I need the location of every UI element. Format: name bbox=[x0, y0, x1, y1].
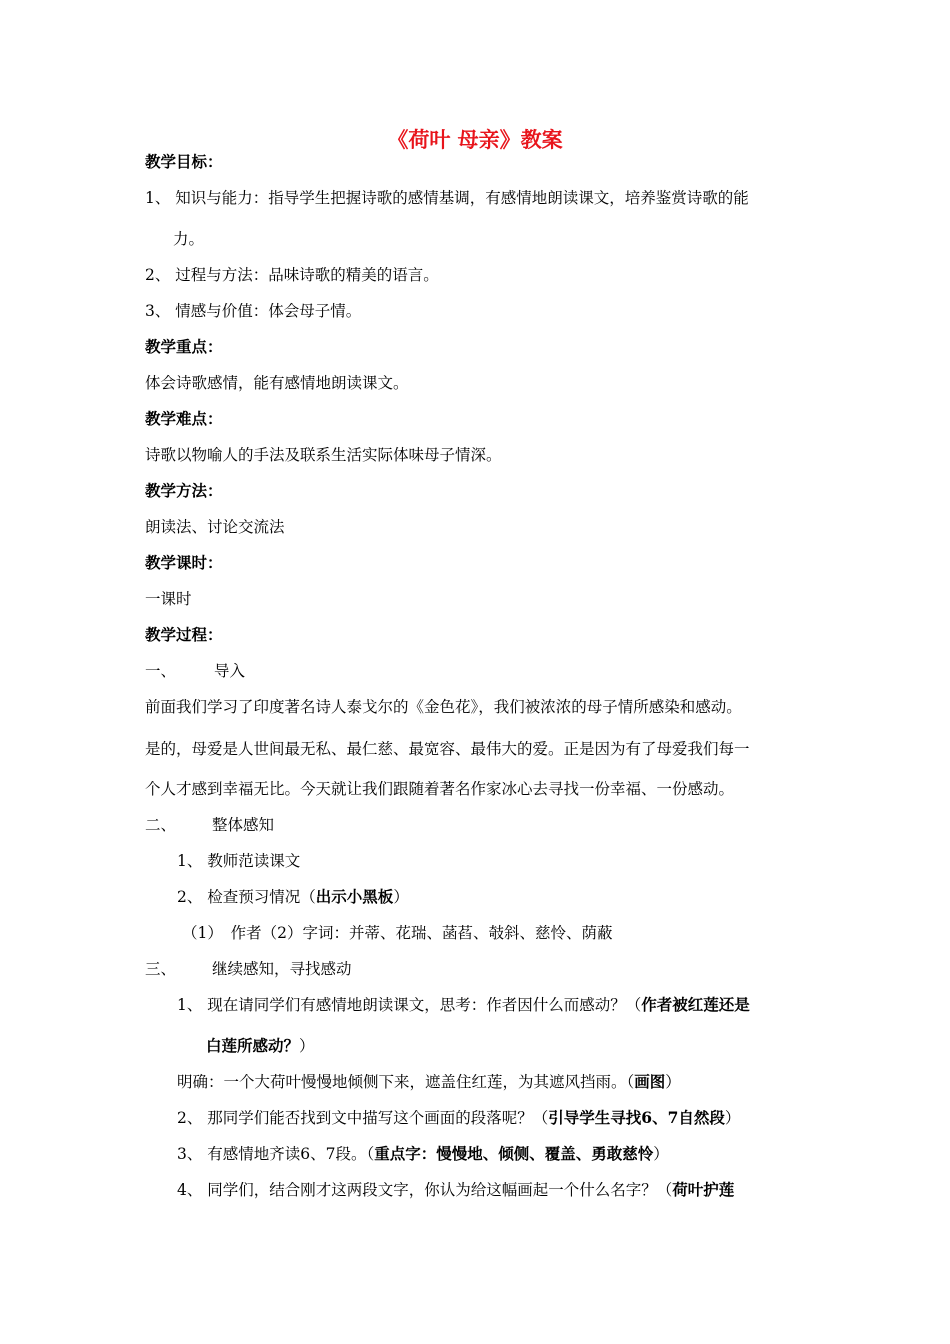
section-3-number: 三、 bbox=[145, 960, 177, 978]
hours-heading: 教学课时： bbox=[145, 553, 223, 572]
section-3-item-1-bold: 作者被红莲还是 bbox=[641, 995, 750, 1014]
difficulty-heading: 教学难点： bbox=[145, 409, 223, 428]
section-1-title: 导入 bbox=[214, 662, 246, 680]
section-3-item-2-end: ） bbox=[724, 1109, 741, 1127]
section-3-item-2-text: 2、 那同学们能否找到文中描写这个画面的段落呢？（ bbox=[177, 1109, 549, 1127]
section-3-item-3-text: 3、 有感情地齐读6、7段。（ bbox=[177, 1145, 375, 1163]
section-3-item-2-bold: 引导学生寻找6、7自然段 bbox=[548, 1108, 725, 1127]
section-3-item-1-line-b bbox=[206, 1036, 315, 1056]
section-3-clarify bbox=[177, 1072, 681, 1092]
intro-line-2: 是的，母爱是人世间最无私、最仁慈、最宽容、最伟大的爱。正是因为有了母爱我们每一 bbox=[145, 740, 750, 758]
key-text: 体会诗歌感情，能有感情地朗读课文。 bbox=[145, 374, 409, 392]
goal-2: 2、 过程与方法：品味诗歌的精美的语言。 bbox=[145, 266, 439, 284]
section-3-item-1-text: 1、 现在请同学们有感情地朗读课文，思考：作者因什么而感动？（ bbox=[177, 996, 642, 1014]
section-3-clarify-end: ） bbox=[665, 1073, 681, 1091]
section-2-item-2-text: 2、 检查预习情况（ bbox=[177, 888, 316, 906]
difficulty-text: 诗歌以物喻人的手法及联系生活实际体味母子情深。 bbox=[145, 446, 502, 464]
section-3-item-3 bbox=[177, 1144, 669, 1164]
section-3-item-1-end: ） bbox=[299, 1037, 315, 1055]
section-3-item-4 bbox=[177, 1180, 734, 1200]
section-2-item-2 bbox=[177, 887, 409, 907]
section-1-number: 一、 bbox=[145, 662, 177, 680]
key-heading: 教学重点： bbox=[145, 337, 223, 356]
method-heading: 教学方法： bbox=[145, 481, 223, 500]
section-3-clarify-text: 明确：一个大荷叶慢慢地倾侧下来，遮盖住红莲，为其遮风挡雨。（ bbox=[177, 1073, 635, 1091]
intro-line-3: 个人才感到幸福无比。今天就让我们跟随着著名作家冰心去寻找一份幸福、一份感动。 bbox=[145, 780, 735, 798]
section-3-item-2 bbox=[177, 1108, 740, 1128]
goal-1-line-b: 力。 bbox=[173, 230, 205, 248]
section-3-item-3-bold: 重点字：慢慢地、倾侧、覆盖、勇敢慈怜 bbox=[374, 1144, 654, 1163]
section-3-item-4-text: 4、 同学们，结合刚才这两段文字，你认为给这幅画起一个什么名字？（ bbox=[177, 1181, 673, 1199]
process-heading: 教学过程： bbox=[145, 625, 223, 644]
section-3-title: 继续感知，寻找感动 bbox=[212, 960, 352, 978]
hours-text: 一课时 bbox=[145, 590, 192, 608]
section-3-clarify-bold: 画图 bbox=[634, 1072, 666, 1091]
section-3-item-1-bold-b: 白莲所感动？ bbox=[206, 1036, 300, 1055]
section-2-title: 整体感知 bbox=[212, 816, 275, 834]
section-2-item-2-end: ） bbox=[393, 888, 409, 906]
goal-1-line-a: 1、 知识与能力：指导学生把握诗歌的感情基调，有感情地朗读课文，培养鉴赏诗歌的能 bbox=[145, 189, 749, 207]
intro-line-1: 前面我们学习了印度著名诗人泰戈尔的《金色花》，我们被浓浓的母子情所感染和感动。 bbox=[145, 698, 742, 716]
section-3-item-3-end: ） bbox=[653, 1145, 669, 1163]
section-3-item-4-bold: 荷叶护莲 bbox=[672, 1180, 735, 1199]
goal-3: 3、 情感与价值：体会母子情。 bbox=[145, 302, 362, 320]
section-2-subitem: （1） 作者（2）字词：并蒂、花瑞、菡萏、攲斜、慈怜、荫蔽 bbox=[182, 924, 613, 942]
section-2-item-2-bold: 出示小黑板 bbox=[315, 887, 394, 906]
section-2-number: 二、 bbox=[145, 816, 177, 834]
section-2-item-1: 1、 教师范读课文 bbox=[177, 852, 301, 870]
goals-heading: 教学目标： bbox=[145, 152, 223, 171]
method-text: 朗读法、讨论交流法 bbox=[145, 518, 285, 536]
document-title: 《荷叶 母亲》教案 bbox=[387, 127, 563, 152]
section-3-item-1-line-a bbox=[177, 995, 750, 1015]
